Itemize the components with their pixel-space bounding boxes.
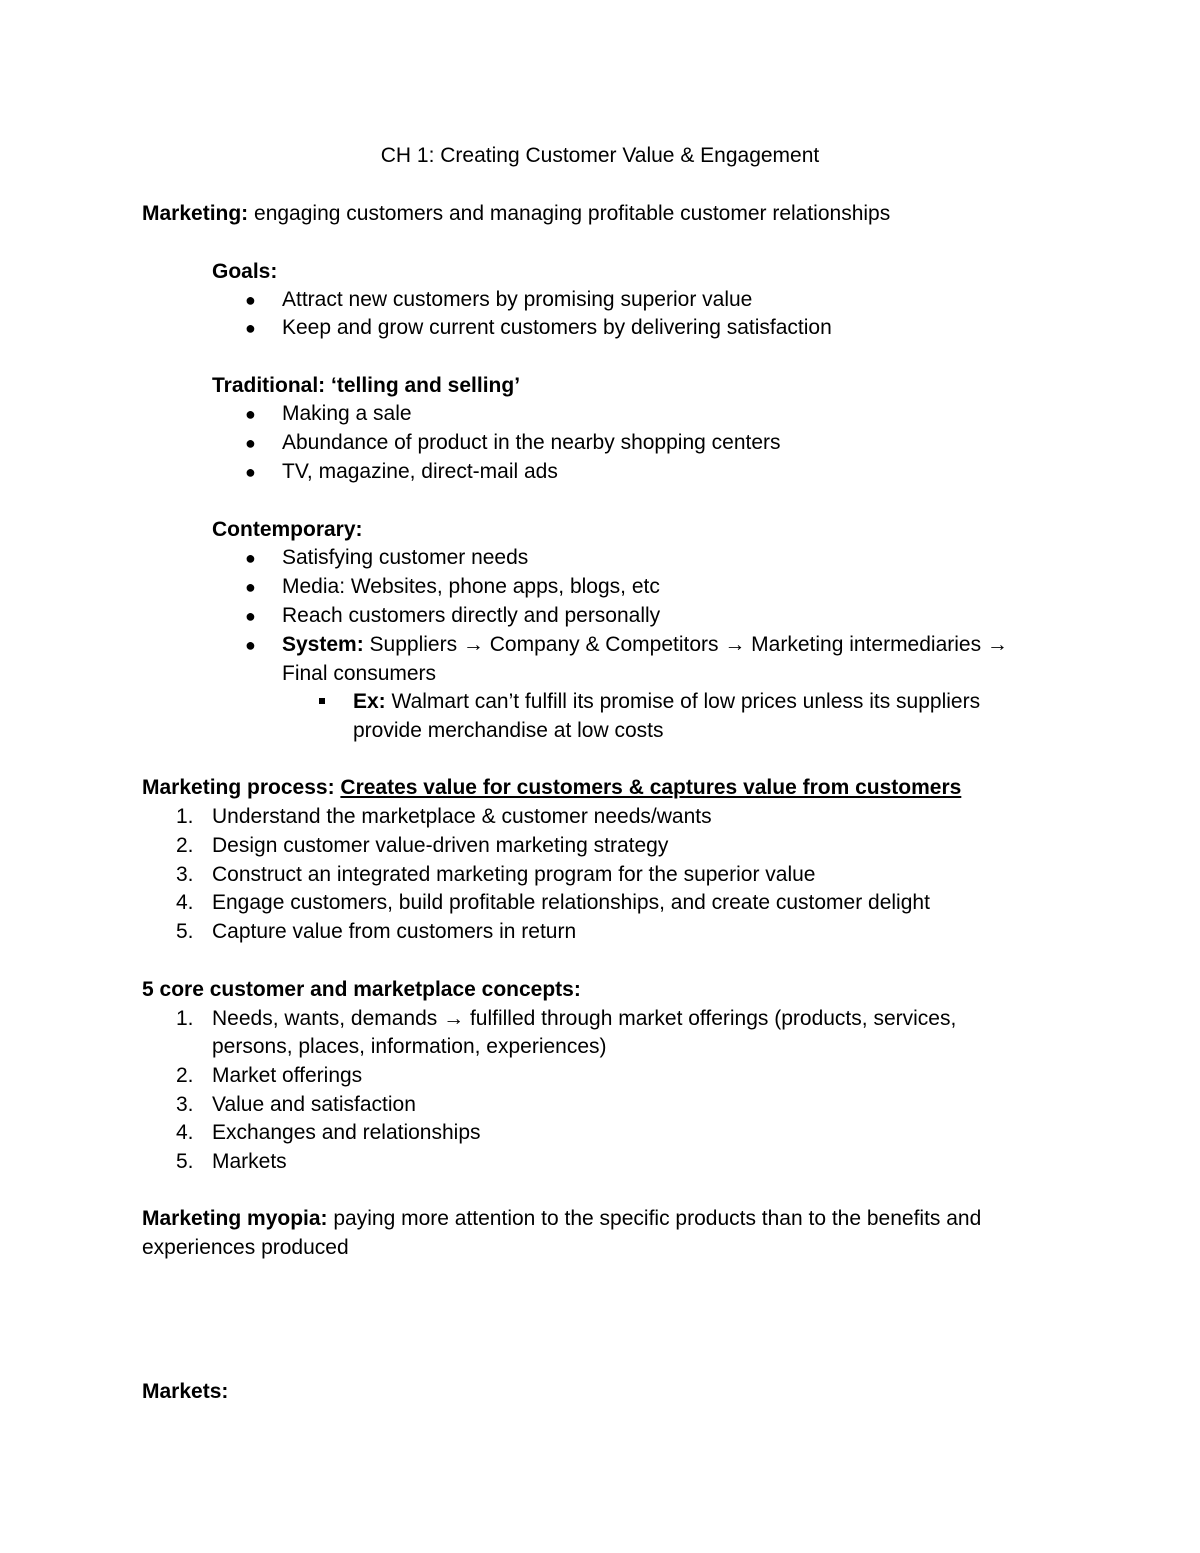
goals-item: Keep and grow current customers by delivering satisfaction — [282, 316, 832, 339]
core-item: Value and satisfaction — [212, 1093, 416, 1116]
page-title: CH 1: Creating Customer Value & Engagement — [380, 144, 820, 167]
traditional-item: Abundance of product in the nearby shopping centers — [282, 431, 781, 454]
contemporary-item: Media: Websites, phone apps, blogs, etc — [282, 575, 660, 598]
square-bullet-icon — [319, 698, 325, 704]
list-number: 2. — [176, 1064, 194, 1087]
contemporary-item: Reach customers directly and personally — [282, 604, 661, 627]
example-line — [353, 688, 980, 716]
process-step: Construct an integrated marketing program for the superior value — [212, 863, 816, 886]
list-number: 3. — [176, 1093, 194, 1116]
example-line-continued: provide merchandise at low costs — [353, 719, 664, 742]
process-underlined: Creates value for customers & captures value from customers — [340, 776, 962, 799]
traditional-item: Making a sale — [282, 402, 412, 425]
marketing-term: Marketing: — [142, 202, 249, 225]
list-number: 4. — [176, 1121, 194, 1144]
bullet-icon: ● — [245, 404, 256, 424]
bullet-icon: ● — [245, 606, 256, 626]
list-number: 1. — [176, 1007, 194, 1030]
process-step: Understand the marketplace & customer needs/wants — [212, 805, 712, 828]
process-step: Engage customers, build profitable relationships, and create customer delight — [212, 891, 930, 914]
myopia-term: Marketing myopia: — [142, 1207, 328, 1230]
list-number: 5. — [176, 920, 194, 943]
example-text: Walmart can’t fulfill its promise of low prices unless its suppliers — [385, 690, 981, 713]
example-term: Ex: — [353, 690, 386, 713]
list-number: 3. — [176, 863, 194, 886]
bullet-icon: ● — [245, 433, 256, 453]
system-text: Suppliers → Company & Competitors → Marketing intermediaries → — [363, 633, 1008, 656]
traditional-heading: Traditional: ‘telling and selling’ — [212, 374, 521, 397]
core-item: Needs, wants, demands → fulfilled through market offerings (products, services, — [212, 1007, 957, 1030]
process-step: Capture value from customers in return — [212, 920, 577, 943]
bullet-icon: ● — [245, 290, 256, 310]
goals-heading: Goals: — [212, 260, 278, 283]
list-number: 2. — [176, 834, 194, 857]
traditional-item: TV, magazine, direct-mail ads — [282, 460, 558, 483]
core-item-continued: persons, places, information, experiences) — [212, 1035, 607, 1058]
bullet-icon: ● — [245, 318, 256, 338]
system-line-continued: Final consumers — [282, 662, 437, 685]
system-line — [282, 631, 1008, 659]
core-item: Market offerings — [212, 1064, 363, 1087]
core-heading: 5 core customer and marketplace concepts: — [142, 978, 581, 1001]
myopia-text: paying more attention to the specific products than to the benefits and — [327, 1207, 982, 1230]
core-item: Markets — [212, 1150, 287, 1173]
marketing-definition — [142, 200, 890, 228]
contemporary-heading: Contemporary: — [212, 518, 363, 541]
list-number: 5. — [176, 1150, 194, 1173]
list-number: 4. — [176, 891, 194, 914]
process-term: Marketing process: — [142, 776, 335, 799]
core-item: Exchanges and relationships — [212, 1121, 481, 1144]
bullet-icon: ● — [245, 462, 256, 482]
myopia-continued: experiences produced — [142, 1236, 349, 1259]
contemporary-item: Satisfying customer needs — [282, 546, 529, 569]
process-step: Design customer value-driven marketing strategy — [212, 834, 669, 857]
bullet-icon: ● — [245, 635, 256, 655]
bullet-icon: ● — [245, 548, 256, 568]
myopia-definition — [142, 1205, 981, 1233]
bullet-icon: ● — [245, 577, 256, 597]
goals-item: Attract new customers by promising superior value — [282, 288, 753, 311]
marketing-definition-text: engaging customers and managing profitable customer relationships — [248, 202, 891, 225]
process-heading — [142, 774, 961, 802]
system-term: System: — [282, 633, 364, 656]
markets-heading: Markets: — [142, 1380, 229, 1403]
list-number: 1. — [176, 805, 194, 828]
